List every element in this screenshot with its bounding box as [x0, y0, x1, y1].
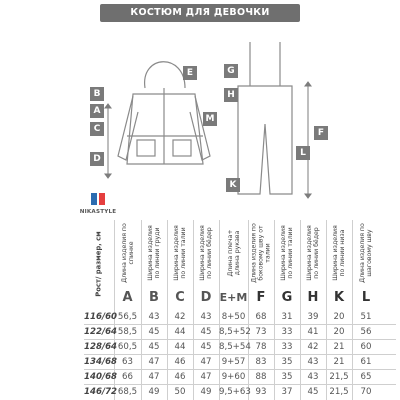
label-H: H — [224, 88, 238, 102]
table-cell: 47 — [148, 357, 160, 367]
table-cell: 44 — [174, 327, 186, 337]
label-G: G — [224, 64, 238, 78]
table-cell: 45 — [148, 327, 160, 337]
size-cell: 128/64 — [84, 342, 118, 352]
column-header-EM: Длина плеча+ длина рукава — [226, 229, 241, 277]
letter-B: B — [149, 290, 159, 305]
table-cell: 88 — [255, 372, 267, 382]
table-cell: 56 — [360, 327, 372, 337]
letter-G: G — [281, 290, 293, 305]
label-A: A — [90, 104, 104, 118]
table-cell: 45 — [200, 327, 212, 337]
label-M: M — [203, 112, 217, 126]
table-cell: 51 — [360, 312, 372, 322]
letter-EM: E+M — [219, 291, 248, 304]
table-cell: 68,5 — [117, 387, 138, 397]
letter-A: A — [122, 290, 133, 305]
brand-name: NIKASTYLE — [79, 209, 117, 215]
table-cell: 47 — [200, 357, 212, 367]
jacket-body — [127, 94, 203, 164]
table-cell: 9,5+63 — [219, 387, 251, 397]
jacket-right-sleeve — [190, 96, 210, 160]
table-cell: 50 — [174, 387, 186, 397]
table-cell: 43 — [148, 312, 160, 322]
table-cell: 83 — [255, 357, 267, 367]
table-cell: 42 — [307, 342, 319, 352]
letter-L: L — [361, 290, 371, 305]
column-header-B: Ширина изделия по линии груди — [147, 225, 161, 281]
table-cell: 66 — [122, 372, 133, 382]
table-cell: 9+57 — [221, 357, 246, 367]
size-cell: 146/72 — [84, 387, 118, 397]
table-row — [84, 385, 396, 399]
table-row — [84, 355, 396, 370]
column-header-D: Ширина изделия по линии бёдер — [199, 225, 213, 281]
table-row — [84, 325, 396, 340]
table-cell: 60,5 — [117, 342, 138, 352]
size-cell: 116/60 — [84, 312, 118, 322]
table-cell: 49 — [200, 387, 212, 397]
label-B: B — [90, 87, 104, 101]
size-cell: 140/68 — [84, 372, 118, 382]
table-body — [84, 310, 396, 399]
table-cell: 8,5+54 — [219, 342, 251, 352]
table-cell: 8,5+52 — [219, 327, 251, 337]
letter-D: D — [200, 290, 212, 305]
table-cell: 45 — [307, 387, 319, 397]
table-cell: 45 — [148, 342, 160, 352]
table-cell: 60 — [360, 342, 372, 352]
label-F: F — [314, 126, 328, 140]
column-header-G: Ширина изделия по линии талии — [280, 225, 294, 281]
column-header-size: Рост/ размер, см — [94, 231, 103, 297]
jacket-hood — [145, 62, 185, 88]
jacket-left-sleeve — [118, 96, 138, 160]
page-title: КОСТЮМ ДЛЯ ДЕВОЧКИ — [100, 4, 300, 22]
table-cell: 46 — [174, 372, 186, 382]
table-cell: 39 — [307, 312, 319, 322]
label-D: D — [90, 152, 104, 166]
table-cell: 42 — [174, 312, 186, 322]
letter-C: C — [175, 290, 185, 305]
table-cell: 21,5 — [329, 387, 349, 397]
size-cell: 122/64 — [84, 327, 118, 337]
table-cell: 43 — [307, 372, 319, 382]
table-header — [84, 220, 396, 286]
table-cell: 21 — [333, 342, 345, 352]
label-K: K — [226, 178, 240, 192]
label-C: C — [90, 122, 104, 136]
table-cell: 93 — [255, 387, 267, 397]
table-cell: 78 — [255, 342, 267, 352]
table-cell: 46 — [174, 357, 186, 367]
table-cell: 61 — [360, 357, 372, 367]
table-cell: 47 — [148, 372, 160, 382]
letter-F: F — [256, 290, 266, 305]
size-cell: 134/68 — [84, 357, 118, 367]
table-row — [84, 370, 396, 385]
column-header-K: Ширина изделия по линии низа — [332, 225, 346, 281]
column-header-C: Ширина изделия по линии талии — [173, 225, 187, 281]
table-cell: 73 — [255, 327, 267, 337]
label-L: L — [296, 146, 310, 160]
table-cell: 44 — [174, 342, 186, 352]
table-cell: 20 — [333, 327, 345, 337]
table-cell: 45 — [200, 342, 212, 352]
table-cell: 70 — [360, 387, 372, 397]
table-cell: 21 — [333, 357, 345, 367]
table-cell: 31 — [281, 312, 293, 322]
table-cell: 8+50 — [221, 312, 246, 322]
table-cell: 9+60 — [221, 372, 246, 382]
table-cell: 49 — [148, 387, 160, 397]
table-cell: 35 — [281, 372, 293, 382]
table-cell: 58,5 — [117, 327, 138, 337]
table-row — [84, 310, 396, 325]
column-header-A: Длина изделия по спинке — [120, 223, 135, 283]
table-cell: 65 — [360, 372, 372, 382]
table-cell: 20 — [333, 312, 345, 322]
column-header-H: Ширина изделия по линии бёдер — [306, 225, 320, 281]
table-cell: 63 — [122, 357, 133, 367]
table-cell: 68 — [255, 312, 267, 322]
table-cell: 56,5 — [117, 312, 138, 322]
table-cell: 21,5 — [329, 372, 349, 382]
logo-mark-icon — [91, 193, 105, 205]
letter-H: H — [307, 290, 319, 305]
column-letters — [84, 288, 396, 308]
brand-logo — [78, 190, 118, 216]
table-cell: 47 — [200, 372, 212, 382]
table-cell: 43 — [200, 312, 212, 322]
table-cell: 41 — [307, 327, 319, 337]
garment-diagram — [0, 24, 400, 200]
label-E: E — [183, 66, 197, 80]
table-cell: 33 — [281, 342, 293, 352]
table-cell: 35 — [281, 357, 293, 367]
table-cell: 37 — [281, 387, 293, 397]
table-cell: 43 — [307, 357, 319, 367]
table-row — [84, 340, 396, 355]
table-cell: 33 — [281, 327, 293, 337]
letter-K: K — [333, 290, 345, 305]
column-header-F: Длина изделия по боковому шву от талии — [250, 223, 272, 283]
pants-body — [238, 86, 292, 194]
column-header-L: Длина изделия по шаговому шву — [359, 223, 373, 283]
